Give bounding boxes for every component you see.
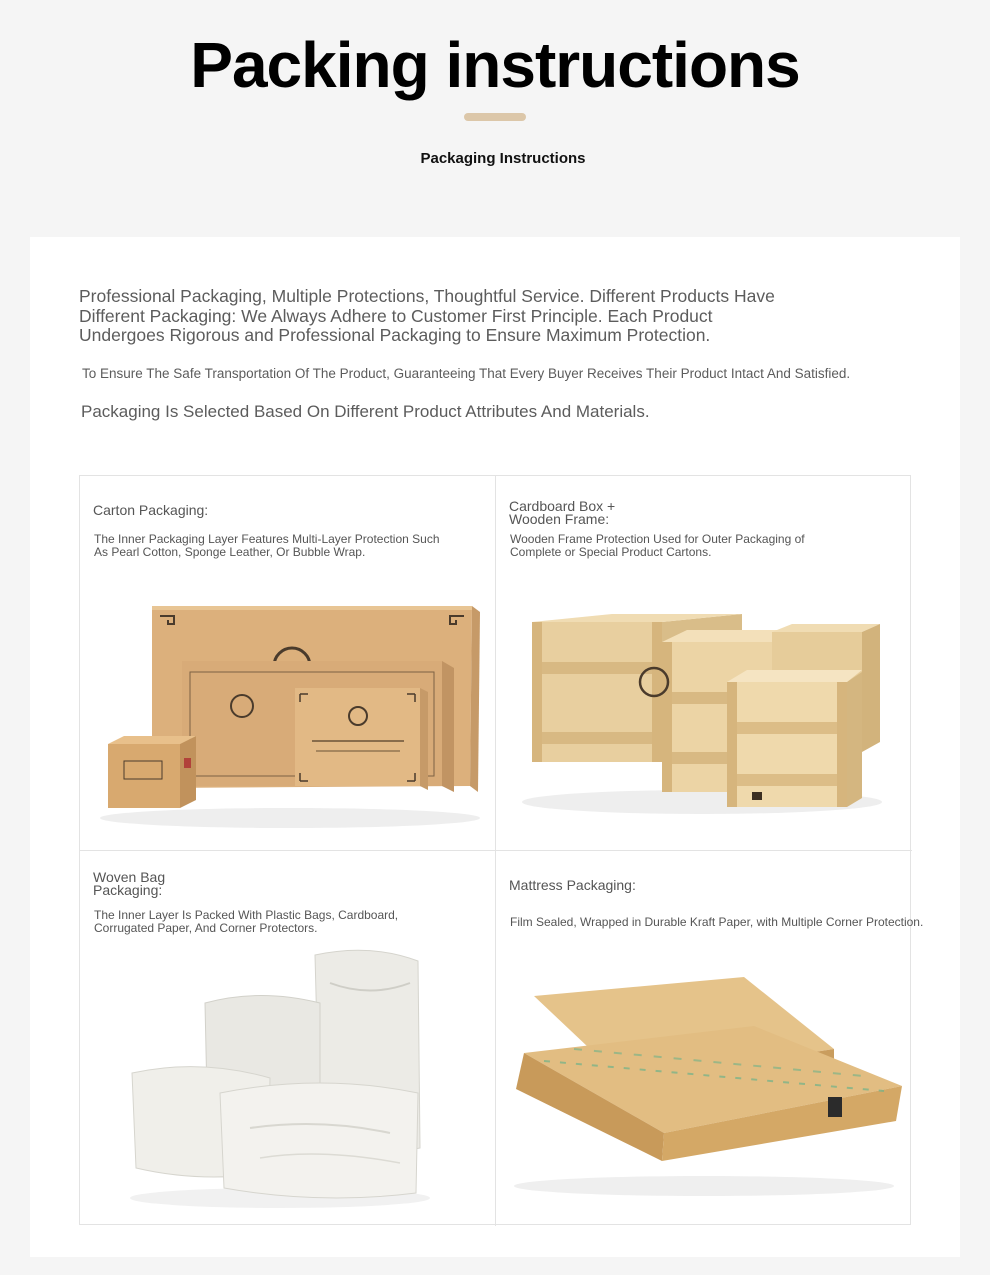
option-title: Carton Packaging:: [93, 502, 209, 518]
wooden-frame-crates-image: [512, 602, 892, 824]
intro-paragraph: Professional Packaging, Multiple Protections, Thoughtful Service. Different Products Have Different Packaging: We Always Adhere to Customer First Principle. Each Product Undergoes Rigorous and Professional Packaging to Ensure Maximum Protection.: [79, 286, 775, 345]
option-title: Woven Bag Packaging:: [93, 869, 166, 898]
woven-bags-image: [120, 943, 440, 1213]
option-description: Wooden Frame Protection Used for Outer Packaging of Complete or Special Product Cartons.: [510, 532, 805, 559]
page-title: Packing instructions: [190, 29, 800, 101]
intro-subline: To Ensure The Safe Transportation Of The Product, Guaranteeing That Every Buyer Receives Their Product Intact And Satisfied.: [82, 366, 851, 381]
packaging-option-carton: [80, 476, 496, 851]
option-title: Cardboard Box + Wooden Frame:: [509, 498, 616, 527]
option-description: Film Sealed, Wrapped in Durable Kraft Paper, with Multiple Corner Protection.: [510, 915, 924, 929]
page-subtitle: Packaging Instructions: [420, 150, 586, 167]
option-description: The Inner Packaging Layer Features Multi-Layer Protection Such As Pearl Cotton, Sponge Leather, Or Bubble Wrap.: [94, 532, 440, 559]
content-card: [30, 237, 960, 1257]
mattress-package-image: [504, 971, 904, 1201]
intro-selection-note: Packaging Is Selected Based On Different Product Attributes And Materials.: [81, 402, 650, 421]
option-description: The Inner Layer Is Packed With Plastic Bags, Cardboard, Corrugated Paper, And Corner Protectors.: [94, 908, 399, 935]
option-title: Mattress Packaging:: [509, 877, 636, 893]
packaging-option-wooden-frame: [496, 476, 912, 851]
packaging-option-woven-bag: [80, 851, 496, 1226]
packaging-option-mattress: [496, 851, 924, 1226]
title-accent-bar: [464, 113, 526, 121]
packaging-grid: [79, 475, 924, 1225]
carton-boxes-image: [90, 596, 490, 831]
